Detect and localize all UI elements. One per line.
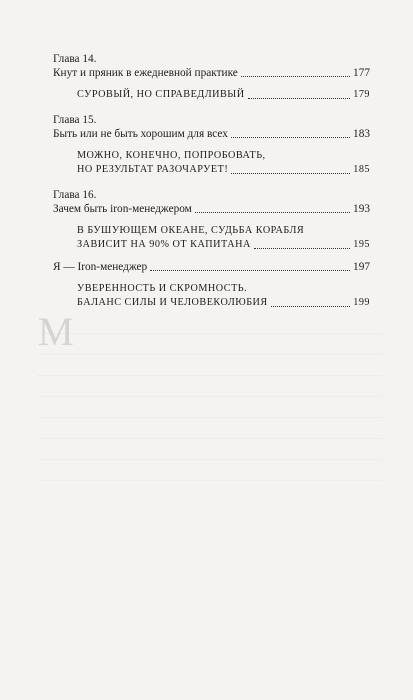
toc-subsection[interactable]: [53, 88, 370, 102]
dot-leader: [231, 173, 350, 174]
toc-entry-title: Быть или не быть хорошим для всех: [53, 128, 228, 140]
toc-subsection[interactable]: [53, 282, 370, 310]
toc-subsection-title: ЗАВИСИТ НА 90% ОТ КАПИТАНА: [77, 239, 251, 250]
toc-subsection-title: БАЛАНС СИЛЫ И ЧЕЛОВЕКОЛЮБИЯ: [77, 297, 268, 308]
dot-leader: [271, 306, 351, 307]
toc-subsection[interactable]: [53, 224, 370, 252]
toc-page-number: 185: [353, 164, 370, 175]
toc-entry[interactable]: [53, 260, 370, 274]
toc-page-number: 197: [353, 261, 370, 273]
toc-subsection-title: НО РЕЗУЛЬТАТ РАЗОЧАРУЕТ!: [77, 164, 229, 175]
toc-page-number: 193: [353, 203, 370, 215]
toc-subsection-line: В БУШУЮЩЕМ ОКЕАНЕ, СУДЬБА КОРАБЛЯ: [77, 225, 305, 236]
dot-leader: [254, 248, 350, 249]
toc-entry-title: Кнут и пряник в ежедневной практике: [53, 67, 238, 79]
dot-leader: [248, 98, 351, 99]
table-of-contents: [53, 52, 370, 310]
toc-subsection[interactable]: [53, 149, 370, 177]
toc-entry-title: Я — Iron-менеджер: [53, 261, 148, 273]
toc-entry-title: Зачем быть iron-менеджером: [53, 203, 192, 215]
toc-page-number: 179: [353, 89, 370, 100]
chapter-label: Глава 14.: [53, 53, 97, 65]
toc-subsection-line: УВЕРЕННОСТЬ И СКРОМНОСТЬ.: [77, 283, 248, 294]
toc-page-number: 195: [353, 239, 370, 250]
chapter-label: Глава 16.: [53, 189, 97, 201]
dot-leader: [195, 212, 350, 213]
toc-subsection-line: МОЖНО, КОНЕЧНО, ПОПРОБОВАТЬ,: [77, 150, 266, 161]
toc-page-number: 177: [353, 67, 370, 79]
toc-entry[interactable]: [53, 127, 370, 141]
toc-page-number: 199: [353, 297, 370, 308]
toc-entry[interactable]: [53, 202, 370, 216]
chapter-label: Глава 15.: [53, 114, 97, 126]
dot-leader: [231, 137, 350, 138]
toc-entry[interactable]: [53, 66, 370, 80]
toc-page-number: 183: [353, 128, 370, 140]
dot-leader: [150, 270, 350, 271]
toc-subsection-title: СУРОВЫЙ, НО СПРАВЕДЛИВЫЙ: [77, 89, 245, 100]
bleed-through-texture: M: [38, 315, 383, 481]
dot-leader: [241, 76, 350, 77]
